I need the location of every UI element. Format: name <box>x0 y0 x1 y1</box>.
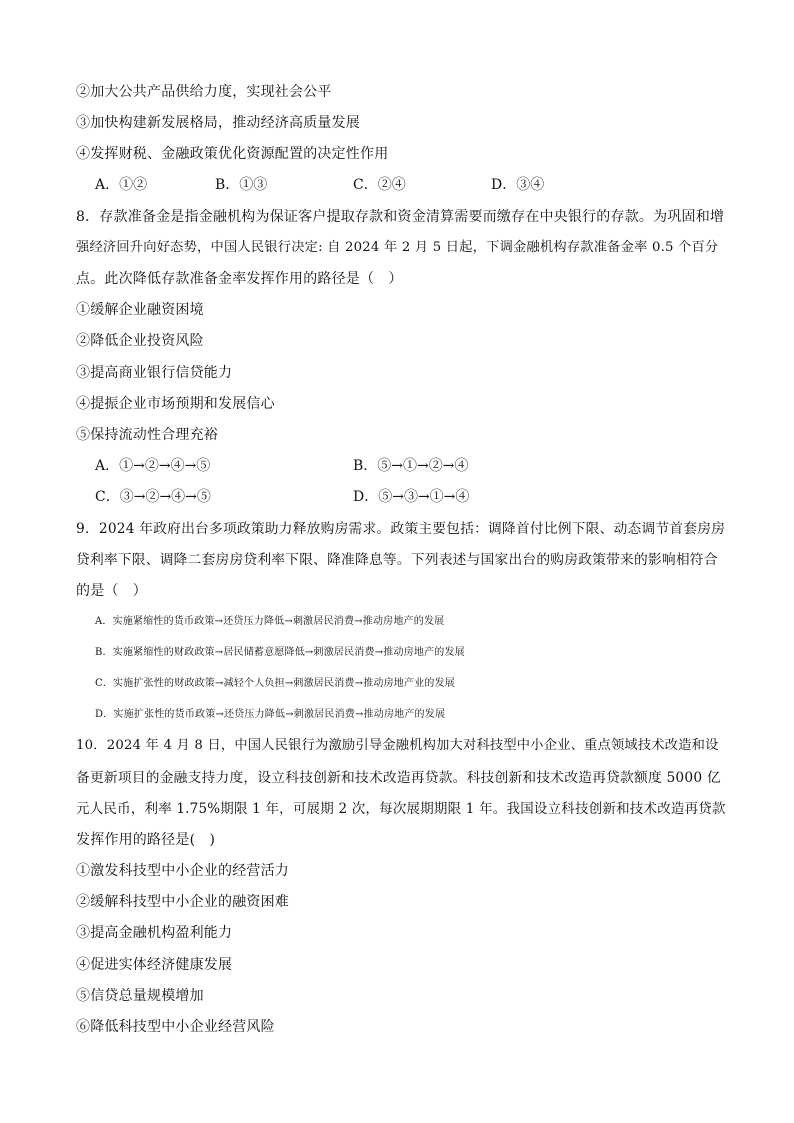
q10-stem-line-3: 元人民币，利率 1.75%期限 1 年，可展期 2 次，每次展期期限 1 年。我国设立科技创新和技术改造再贷款 <box>76 801 726 817</box>
q10-stem-line-2: 备更新项目的金融支持力度，设立科技创新和技术改造再贷款。科技创新和技术改造再贷款额度 5000 亿 <box>76 770 721 786</box>
q7-option-d: D．③④ <box>491 177 545 193</box>
q7-option-c: C．②④ <box>353 177 406 193</box>
q9-stem-line-2: 贷利率下限、调降二套房房贷利率下限、降准降息等。下列表述与国家出台的购房政策带来的影响相符合 <box>76 552 718 568</box>
q9-option-b: B．实施紧缩性的财政政策→居民储蓄意愿降低→刺激居民消费→推动房地产的发展 <box>95 647 465 658</box>
q9-stem-line-1: 9．2024 年政府出台多项政策助力释放购房需求。政策主要包括：调降首付比例下限、动态调节首套房房 <box>76 521 726 537</box>
q9-option-a: A．实施紧缩性的货币政策→还贷压力降低→刺激居民消费→推动房地产的发展 <box>95 616 445 627</box>
q8-option-c: C．③→②→④→⑤ <box>95 489 211 505</box>
q7-item-3: ③加快构建新发展格局，推动经济高质量发展 <box>76 115 360 131</box>
q10-item-1: ①激发科技型中小企业的经营活力 <box>76 863 289 879</box>
q8-stem-line-1: 8．存款准备金是指金融机构为保证客户提取存款和资金清算需要而缴存在中央银行的存款。为巩固和增 <box>76 209 725 225</box>
q7-item-2: ②加大公共产品供给力度，实现社会公平 <box>76 84 332 100</box>
q8-item-4: ④提振企业市场预期和发展信心 <box>76 396 275 412</box>
q8-option-d: D．⑤→③→①→④ <box>353 489 470 505</box>
q10-item-4: ④促进实体经济健康发展 <box>76 957 233 973</box>
q7-option-b: B．①③ <box>215 177 268 193</box>
q10-item-6: ⑥降低科技型中小企业经营风险 <box>76 1019 275 1035</box>
q10-item-2: ②缓解科技型中小企业的融资困难 <box>76 894 289 910</box>
q8-item-3: ③提高商业银行信贷能力 <box>76 365 233 381</box>
q8-item-5: ⑤保持流动性合理充裕 <box>76 427 218 443</box>
q7-option-a: A．①② <box>95 177 148 193</box>
q10-stem-line-1: 10．2024 年 4 月 8 日，中国人民银行为激励引导金融机构加大对科技型中小企业、重点领域技术改造和设 <box>76 738 719 753</box>
q8-item-1: ①缓解企业融资困境 <box>76 302 204 318</box>
q10-item-3: ③提高金融机构盈利能力 <box>76 925 233 941</box>
q8-option-b: B．⑤→①→②→④ <box>353 458 469 474</box>
q10-stem-line-4: 发挥作用的路径是( ) <box>76 832 216 848</box>
q8-stem-line-2: 强经济回升向好态势，中国人民银行决定: 自 2024 年 2 月 5 日起，下调金融机构存款准备金率 0.5 个百分 <box>76 240 719 255</box>
q9-stem-line-3: 的是（ ） <box>76 583 147 599</box>
q9-option-d: D．实施扩张性的货币政策→还贷压力降低→刺激居民消费→推动房地产的发展 <box>95 709 446 720</box>
q8-item-2: ②降低企业投资风险 <box>76 333 204 349</box>
q8-stem-line-3: 点。此次降低存款准备金率发挥作用的路径是（ ） <box>76 271 403 287</box>
q9-option-c: C．实施扩张性的财政政策→减轻个人负担→刺激居民消费→推动房地产业的发展 <box>95 678 455 689</box>
q10-item-5: ⑤信贷总量规模增加 <box>76 988 204 1004</box>
q8-option-a: A．①→②→④→⑤ <box>95 458 211 474</box>
q7-item-4: ④发挥财税、金融政策优化资源配置的决定性作用 <box>76 146 389 162</box>
